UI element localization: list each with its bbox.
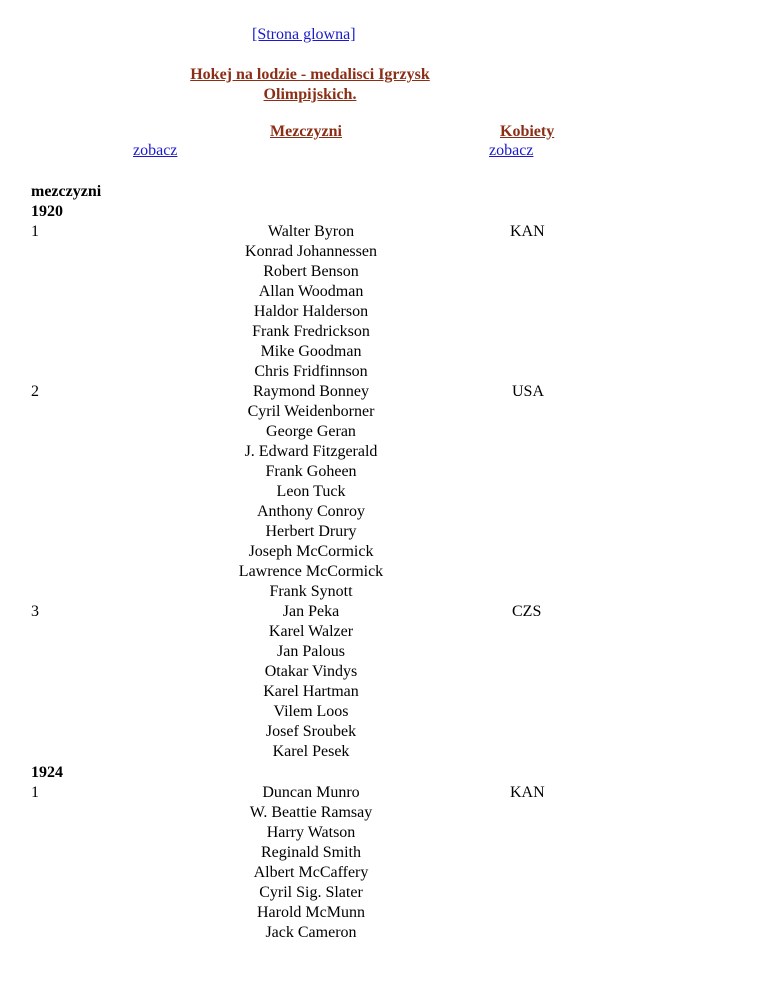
player-name: Lawrence McCormick <box>238 563 384 580</box>
player-name: Frank Fredrickson <box>252 323 370 340</box>
player-name: Haldor Halderson <box>253 303 369 320</box>
player-name: Albert McCaffery <box>253 864 369 881</box>
medal-country: USA <box>512 383 545 400</box>
page-title <box>150 65 470 105</box>
see-men-link[interactable]: zobacz <box>133 142 178 159</box>
player-name: Karel Walzer <box>268 623 354 640</box>
year-label: 1920 <box>31 203 63 220</box>
medal-place: 1 <box>31 784 39 801</box>
player-name: Harry Watson <box>266 824 356 841</box>
player-name: Harold McMunn <box>257 904 365 921</box>
player-name: Frank Synott <box>269 583 353 600</box>
medal-country: CZS <box>512 603 542 620</box>
medal-place: 1 <box>31 223 39 240</box>
player-name: Konrad Johannessen <box>245 243 377 260</box>
player-name: Duncan Munro <box>262 784 360 801</box>
medal-place: 2 <box>31 383 39 400</box>
page-title-line-1: Hokej na lodzie - medalisci Igrzysk <box>190 66 430 83</box>
player-list <box>200 222 422 382</box>
player-name: Reginald Smith <box>261 844 361 861</box>
medal-country: KAN <box>510 223 545 240</box>
player-name: Chris Fridfinnson <box>254 363 368 380</box>
player-name: W. Beattie Ramsay <box>249 804 373 821</box>
medal-place: 3 <box>31 603 39 620</box>
home-link[interactable]: [Strona glowna] <box>252 26 356 43</box>
year-label: 1924 <box>31 764 63 781</box>
player-name: Mike Goodman <box>260 343 362 360</box>
player-name: Robert Benson <box>263 263 359 280</box>
player-name: Jack Cameron <box>265 924 357 941</box>
section-label: mezczyzni <box>31 183 102 200</box>
see-women-link[interactable]: zobacz <box>489 142 534 159</box>
page-title-line-2: Olimpijskich. <box>263 86 357 103</box>
player-name: J. Edward Fitzgerald <box>244 443 378 460</box>
player-name: George Geran <box>266 423 356 440</box>
player-name: Walter Byron <box>267 223 355 240</box>
player-name: Joseph McCormick <box>248 543 374 560</box>
women-column-header: Kobiety <box>500 123 555 140</box>
player-list <box>200 382 422 602</box>
player-name: Allan Woodman <box>258 283 364 300</box>
player-name: Otakar Vindys <box>264 663 358 680</box>
player-name: Jan Peka <box>282 603 340 620</box>
player-name: Karel Hartman <box>263 683 359 700</box>
player-name: Jan Palous <box>277 643 345 660</box>
player-name: Cyril Weidenborner <box>247 403 375 420</box>
player-name: Cyril Sig. Slater <box>259 884 363 901</box>
player-name: Anthony Conroy <box>257 503 365 520</box>
player-list <box>200 783 422 943</box>
player-name: Frank Goheen <box>265 463 357 480</box>
player-list <box>200 602 422 762</box>
player-name: Josef Sroubek <box>265 723 357 740</box>
player-name: Raymond Bonney <box>253 383 369 400</box>
player-name: Vilem Loos <box>273 703 349 720</box>
medal-country: KAN <box>510 784 545 801</box>
men-column-header: Mezczyzni <box>270 123 342 140</box>
player-name: Herbert Drury <box>265 523 357 540</box>
player-name: Leon Tuck <box>276 483 346 500</box>
player-name: Karel Pesek <box>272 743 350 760</box>
